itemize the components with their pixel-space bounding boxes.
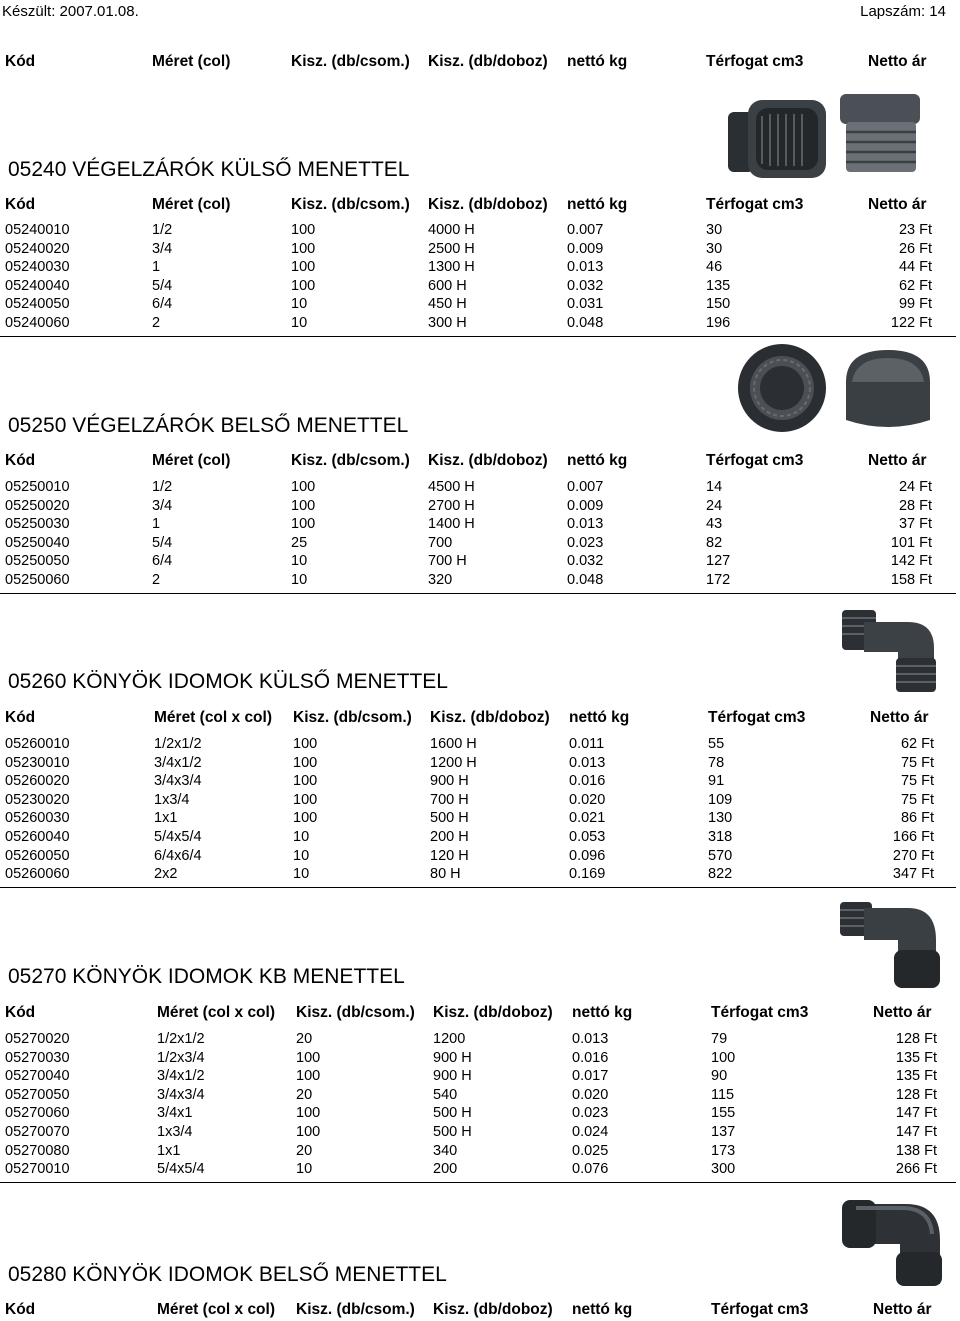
cell-size: 1 [152,259,161,276]
col-header-pack: Kisz. (db/csom.) [291,196,410,213]
cell-volume: 570 [708,847,733,864]
section-divider [0,593,956,594]
cell-volume: 91 [708,773,725,790]
cell-price: 99 Ft [898,296,932,313]
cell-size: 1/2x3/4 [157,1049,205,1066]
cell-code: 05250050 [5,553,70,570]
cell-price: 135 Ft [895,1049,937,1066]
section-title: 05280 KÖNYÖK IDOMOK BELSŐ MENETTEL [8,1263,447,1286]
cell-price: 62 Ft [898,277,932,294]
cell-size: 3/4 [152,497,173,514]
cell-price: 147 Ft [895,1124,937,1140]
cell-volume: 172 [706,572,731,588]
cell-price: 122 Ft [890,315,932,331]
col-header-size: Méret (col x col) [154,709,272,726]
cell-volume: 100 [711,1049,736,1066]
col-header-pack: Kisz. (db/csom.) [296,1004,415,1021]
cell-box: 1600 H [430,736,477,752]
cell-box: 2700 H [428,497,475,514]
cell-box: 500 H [433,1105,472,1122]
cell-code: 05260020 [5,773,70,790]
cell-code: 05270040 [5,1068,70,1085]
cell-box: 120 H [430,847,469,864]
cell-code: 05270060 [5,1105,70,1122]
table-row [0,277,960,296]
cell-code: 05270010 [5,1161,70,1178]
cell-pack: 10 [293,866,310,883]
table-row [0,735,960,754]
cell-size: 5/4x5/4 [154,829,202,845]
table-row [0,314,960,333]
section-title: 05260 KÖNYÖK IDOMOK KÜLSŐ MENETTEL [8,670,448,693]
col-header-size: Méret (col) [152,452,231,469]
cell-code: 05270030 [5,1049,70,1066]
col-header-weight: nettó kg [572,1004,633,1021]
cell-code: 05260060 [5,866,70,883]
cell-code: 05260030 [5,810,70,827]
cell-pack: 10 [291,572,308,588]
cell-volume: 24 [706,497,723,514]
cell-volume: 46 [706,259,723,276]
cell-pack: 100 [291,259,316,276]
col-header-box: Kisz. (db/doboz) [433,1301,553,1318]
cell-code: 05270080 [5,1142,70,1159]
cell-price: 266 Ft [895,1161,937,1178]
col-header-size: Méret (col) [152,196,231,213]
cell-size: 6/4x6/4 [154,847,202,864]
section-column-header [0,451,960,470]
cell-pack: 100 [293,754,318,771]
col-header-price: Netto ár [873,1301,932,1318]
cell-box: 700 H [428,553,467,570]
cell-size: 3/4x1/2 [154,754,202,771]
table-row [0,1123,960,1142]
cell-weight: 0.009 [567,497,604,514]
cell-box: 450 H [428,296,467,313]
col-header-pack: Kisz. (db/csom.) [296,1301,415,1318]
cell-code: 05250060 [5,572,70,588]
cell-volume: 79 [711,1031,728,1047]
cell-volume: 90 [711,1068,728,1085]
cell-code: 05270070 [5,1124,70,1140]
col-header-price: Netto ár [868,196,927,213]
cell-size: 3/4x3/4 [154,773,202,790]
cell-price: 135 Ft [895,1068,937,1085]
cell-box: 900 H [433,1049,472,1066]
cell-code: 05240010 [5,222,70,238]
cell-box: 4000 H [428,222,475,238]
cell-pack: 20 [296,1142,313,1159]
cell-price: 75 Ft [900,773,934,790]
cell-box: 1200 H [430,754,477,771]
col-header-price: Netto ár [868,53,927,70]
table-row [0,1104,960,1123]
cell-pack: 100 [296,1124,321,1140]
col-header-price: Netto ár [868,452,927,469]
cell-code: 05270050 [5,1086,70,1103]
table-row [0,478,960,497]
cell-price: 142 Ft [890,553,932,570]
cell-weight: 0.048 [567,572,604,588]
cell-code: 05250040 [5,534,70,551]
cell-volume: 135 [706,277,731,294]
table-row [0,497,960,516]
cell-price: 128 Ft [895,1086,937,1103]
cell-volume: 43 [706,516,723,533]
cell-box: 200 H [430,829,469,845]
created-date: Készült: 2007.01.08. [2,3,139,20]
elbow-external-thread-photo [838,602,944,696]
col-header-volume: Térfogat cm3 [706,452,804,469]
cell-weight: 0.007 [567,479,604,495]
cell-box: 4500 H [428,479,475,495]
cell-size: 1/2x1/2 [157,1031,205,1047]
cell-code: 05250010 [5,479,70,495]
cell-box: 700 [428,534,453,551]
section-divider [0,887,956,888]
cell-volume: 130 [708,810,733,827]
cell-code: 05230010 [5,754,70,771]
cell-pack: 10 [293,847,310,864]
col-header-size: Méret (col) [152,53,231,70]
col-header-volume: Térfogat cm3 [708,709,806,726]
cell-pack: 100 [293,773,318,790]
cell-pack: 25 [291,534,308,551]
cell-volume: 318 [708,829,733,845]
cell-price: 24 Ft [898,479,932,495]
cell-price: 37 Ft [898,516,932,533]
cell-pack: 100 [291,516,316,533]
table-row [0,221,960,240]
cell-weight: 0.032 [567,553,604,570]
cell-box: 1200 [433,1031,466,1047]
cell-size: 1x3/4 [157,1124,193,1140]
col-header-volume: Térfogat cm3 [706,196,804,213]
cell-size: 2 [152,315,161,331]
cell-volume: 109 [708,791,733,808]
cell-size: 6/4 [152,553,173,570]
cell-pack: 20 [296,1086,313,1103]
cell-volume: 14 [706,479,723,495]
cell-box: 1300 H [428,259,475,276]
cell-pack: 100 [291,277,316,294]
col-header-code: Kód [5,709,36,726]
cell-code: 05260040 [5,829,70,845]
cell-size: 6/4 [152,296,173,313]
table-row [0,571,960,590]
cell-volume: 300 [711,1161,736,1178]
cell-weight: 0.021 [569,810,606,827]
section-column-header [0,1300,960,1319]
cell-volume: 127 [706,553,731,570]
cell-weight: 0.032 [567,277,604,294]
cell-size: 1x3/4 [154,791,190,808]
col-header-pack: Kisz. (db/csom.) [291,53,410,70]
cell-weight: 0.016 [572,1049,609,1066]
cell-volume: 55 [708,736,725,752]
col-header-box: Kisz. (db/doboz) [433,1004,553,1021]
cell-price: 347 Ft [892,866,934,883]
cell-price: 138 Ft [895,1142,937,1159]
cell-weight: 0.009 [567,240,604,257]
cell-volume: 137 [711,1124,736,1140]
cell-size: 3/4x1/2 [157,1068,205,1085]
cell-weight: 0.016 [569,773,606,790]
col-header-box: Kisz. (db/doboz) [428,196,548,213]
cell-code: 05240060 [5,315,70,331]
cell-weight: 0.011 [569,736,605,752]
table-row [0,295,960,314]
cell-price: 101 Ft [890,534,932,551]
section-divider [0,1182,956,1183]
col-header-size: Méret (col x col) [157,1004,275,1021]
elbow-kb-thread-photo [836,896,946,992]
cell-pack: 10 [291,296,308,313]
cell-volume: 78 [708,754,725,771]
cell-size: 1 [152,516,161,533]
table-row [0,847,960,866]
cell-pack: 10 [291,553,308,570]
cell-size: 3/4x1 [157,1105,193,1122]
table-row [0,1067,960,1086]
table-row [0,1049,960,1068]
col-header-weight: nettó kg [567,452,628,469]
cell-code: 05240020 [5,240,70,257]
cell-weight: 0.048 [567,315,604,331]
cell-size: 3/4 [152,240,173,257]
cell-code: 05260010 [5,736,70,752]
table-row [0,1030,960,1049]
col-header-pack: Kisz. (db/csom.) [293,709,412,726]
cell-box: 600 H [428,277,467,294]
cell-box: 80 H [430,866,461,883]
section-column-header [0,1003,960,1022]
table-row [0,791,960,810]
col-header-box: Kisz. (db/doboz) [428,53,548,70]
cell-volume: 30 [706,222,723,238]
cell-box: 320 [428,572,453,588]
col-header-size: Méret (col x col) [157,1301,275,1318]
cell-pack: 100 [291,479,316,495]
cell-weight: 0.013 [569,754,606,771]
end-cap-external-thread-photo [722,88,930,184]
cell-price: 86 Ft [900,810,934,827]
cell-price: 270 Ft [892,847,934,864]
cell-pack: 100 [293,791,318,808]
cell-weight: 0.013 [572,1031,609,1047]
cell-price: 158 Ft [890,572,932,588]
cell-volume: 115 [711,1086,735,1103]
cell-volume: 82 [706,534,723,551]
cell-price: 166 Ft [892,829,934,845]
cell-weight: 0.024 [572,1124,609,1140]
cell-box: 300 H [428,315,467,331]
table-row [0,552,960,571]
cell-code: 05240040 [5,277,70,294]
col-header-price: Netto ár [870,709,929,726]
cell-pack: 20 [296,1031,313,1047]
table-row [0,534,960,553]
cell-size: 5/4 [152,277,173,294]
cell-box: 900 H [433,1068,472,1085]
cell-volume: 155 [711,1105,736,1122]
cell-weight: 0.013 [567,259,604,276]
cell-size: 1/2 [152,479,173,495]
cell-code: 05230020 [5,791,70,808]
table-row [0,240,960,259]
cell-price: 44 Ft [898,259,932,276]
cell-price: 147 Ft [895,1105,937,1122]
table-row [0,515,960,534]
cell-volume: 173 [711,1142,736,1159]
cell-size: 5/4x5/4 [157,1161,205,1178]
section-title: 05250 VÉGELZÁRÓK BELSŐ MENETTEL [8,414,409,437]
cell-box: 500 H [430,810,469,827]
cell-box: 540 [433,1086,458,1103]
end-cap-internal-thread-photo [734,342,942,436]
cell-size: 2 [152,572,161,588]
cell-box: 1400 H [428,516,475,533]
col-header-code: Kód [5,53,36,70]
section-divider [0,336,956,337]
section-column-header [0,708,960,727]
cell-code: 05250020 [5,497,70,514]
cell-pack: 100 [291,222,316,238]
col-header-weight: nettó kg [567,53,628,70]
cell-weight: 0.053 [569,829,606,845]
col-header-code: Kód [5,452,36,469]
cell-pack: 10 [293,829,310,845]
cell-volume: 196 [706,315,731,331]
cell-size: 3/4x3/4 [157,1086,205,1103]
cell-price: 75 Ft [900,791,934,808]
table-row [0,828,960,847]
cell-weight: 0.023 [567,534,604,551]
cell-price: 128 Ft [895,1031,937,1047]
cell-box: 2500 H [428,240,475,257]
table-row [0,809,960,828]
cell-weight: 0.169 [569,866,606,883]
cell-pack: 100 [296,1049,321,1066]
cell-box: 900 H [430,773,469,790]
col-header-weight: nettó kg [569,709,630,726]
cell-pack: 100 [291,240,316,257]
cell-box: 340 [433,1142,458,1159]
cell-box: 200 [433,1161,458,1178]
cell-weight: 0.023 [572,1105,609,1122]
cell-box: 700 H [430,791,469,808]
col-header-weight: nettó kg [567,196,628,213]
cell-size: 1x1 [157,1142,181,1159]
cell-size: 1/2 [152,222,173,238]
col-header-volume: Térfogat cm3 [706,53,804,70]
cell-pack: 100 [291,497,316,514]
cell-code: 05240050 [5,296,70,313]
table-row [0,1142,960,1161]
cell-weight: 0.020 [572,1086,609,1103]
cell-weight: 0.076 [572,1161,609,1178]
cell-code: 05260050 [5,847,70,864]
cell-volume: 150 [706,296,731,313]
table-row [0,258,960,277]
col-header-box: Kisz. (db/doboz) [428,452,548,469]
col-header-box: Kisz. (db/doboz) [430,709,550,726]
cell-size: 5/4 [152,534,173,551]
section-title: 05240 VÉGELZÁRÓK KÜLSŐ MENETTEL [8,158,410,181]
cell-price: 62 Ft [900,736,934,752]
cell-pack: 100 [296,1105,321,1122]
cell-weight: 0.007 [567,222,604,238]
cell-size: 2x2 [154,866,178,883]
col-header-volume: Térfogat cm3 [711,1004,809,1021]
cell-size: 1/2x1/2 [154,736,202,752]
page-column-header [0,52,960,71]
cell-volume: 30 [706,240,723,257]
elbow-internal-thread-photo [836,1194,946,1290]
cell-code: 05250030 [5,516,70,533]
col-header-code: Kód [5,196,36,213]
table-row [0,1086,960,1105]
table-row [0,772,960,791]
col-header-pack: Kisz. (db/csom.) [291,452,410,469]
col-header-weight: nettó kg [572,1301,633,1318]
cell-weight: 0.031 [567,296,604,313]
cell-pack: 10 [296,1161,313,1178]
table-row [0,1160,960,1179]
table-row [0,754,960,773]
col-header-code: Kód [5,1004,36,1021]
cell-weight: 0.025 [572,1142,609,1159]
cell-pack: 100 [293,810,318,827]
cell-code: 05270020 [5,1031,70,1047]
cell-price: 26 Ft [898,240,932,257]
col-header-volume: Térfogat cm3 [711,1301,809,1318]
page-number: Lapszám: 14 [860,3,946,20]
cell-weight: 0.096 [569,847,606,864]
cell-weight: 0.013 [567,516,604,533]
cell-box: 500 H [433,1124,472,1140]
table-row [0,865,960,884]
col-header-price: Netto ár [873,1004,932,1021]
cell-volume: 822 [708,866,733,883]
cell-pack: 10 [291,315,308,331]
col-header-code: Kód [5,1301,36,1318]
cell-weight: 0.017 [572,1068,609,1085]
section-title: 05270 KÖNYÖK IDOMOK KB MENETTEL [8,965,405,988]
section-column-header [0,195,960,214]
cell-size: 1x1 [154,810,178,827]
cell-price: 75 Ft [900,754,934,771]
cell-weight: 0.020 [569,791,606,808]
cell-price: 28 Ft [898,497,932,514]
cell-price: 23 Ft [898,222,932,238]
cell-code: 05240030 [5,259,70,276]
cell-pack: 100 [293,736,318,752]
cell-pack: 100 [296,1068,321,1085]
